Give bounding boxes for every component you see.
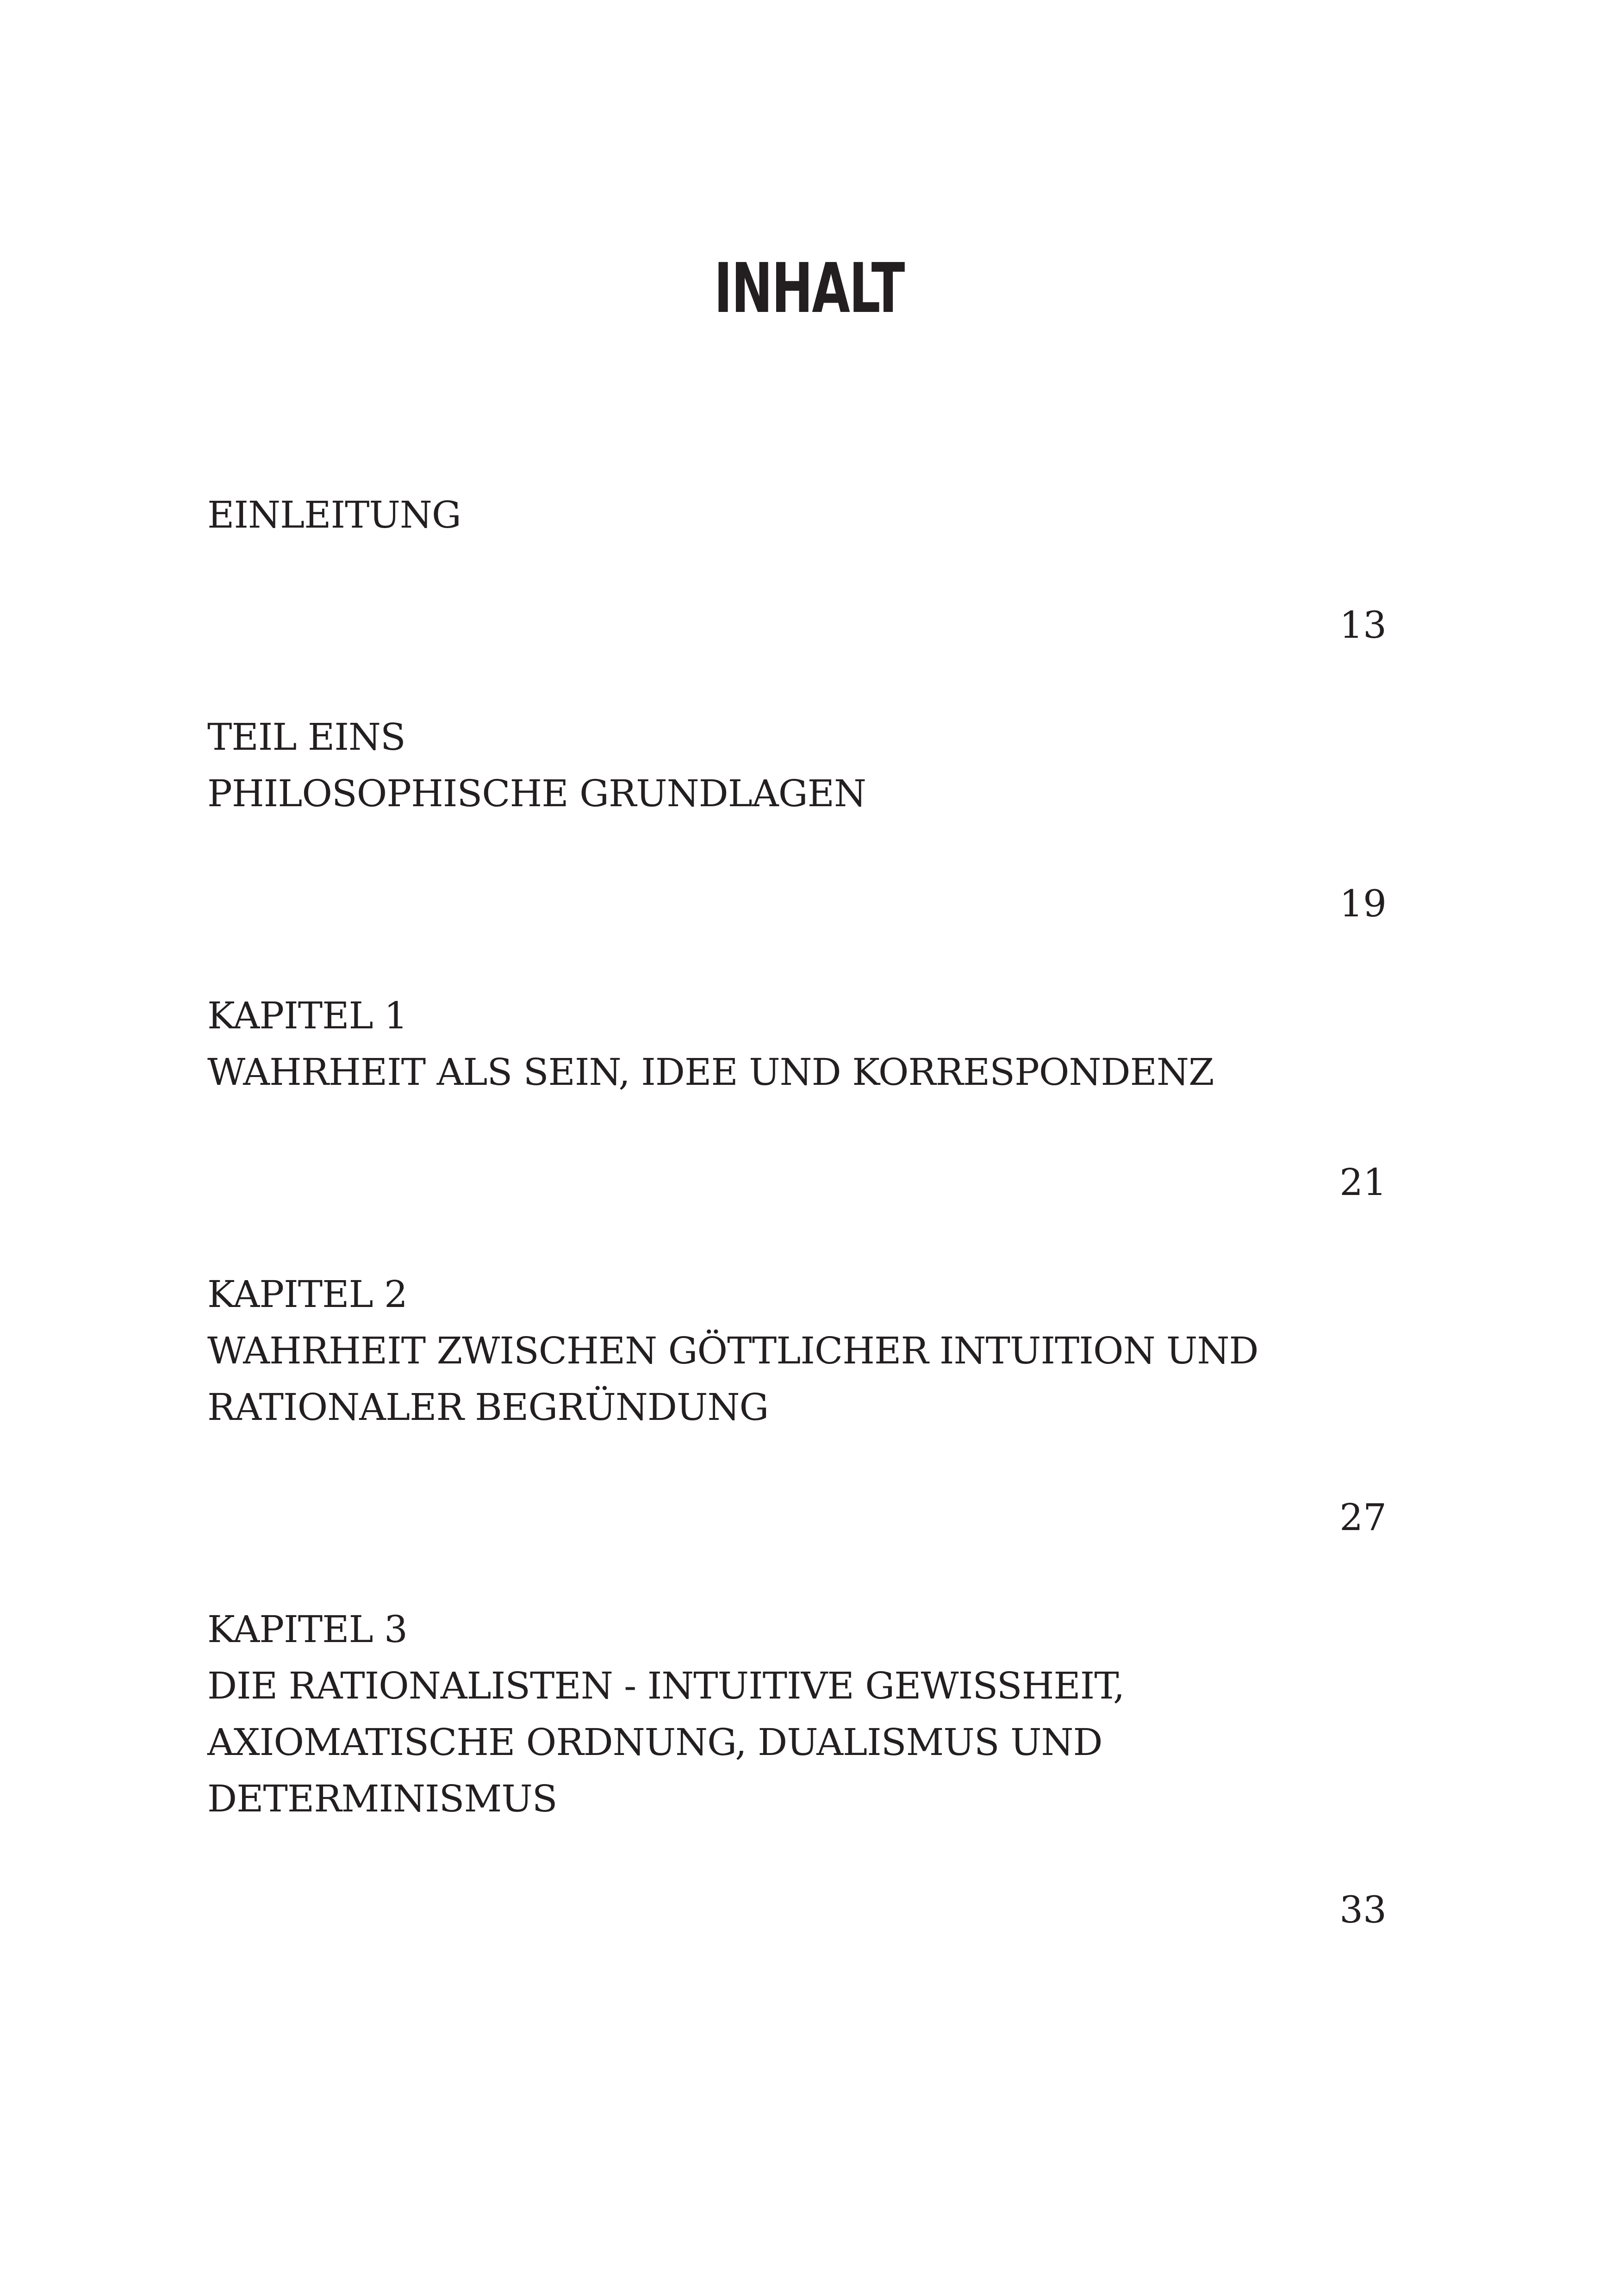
toc-line: AXIOMATISCHE ORDNUNG, DUALISMUS UND: [207, 1721, 1102, 1764]
toc-line: WAHRHEIT ALS SEIN, IDEE UND KORRESPONDENZ: [207, 1051, 1214, 1094]
toc-entry-title: [207, 1266, 1392, 1436]
toc-line: KAPITEL 1: [207, 994, 407, 1037]
toc-page-number: 21: [1339, 1161, 1387, 1204]
toc-line: RATIONALER BEGRÜNDUNG: [207, 1386, 769, 1429]
page-title: INHALT: [714, 249, 904, 328]
toc-line: TEIL EINS: [207, 716, 405, 759]
toc-page-number: 27: [1339, 1496, 1387, 1539]
toc-line: KAPITEL 2: [207, 1273, 407, 1316]
toc-entry-title: [207, 487, 1392, 543]
toc-page-number: 33: [1339, 1888, 1387, 1931]
toc-line: WAHRHEIT ZWISCHEN GÖTTLICHER INTUITION UND: [207, 1329, 1258, 1372]
toc-line: KAPITEL 3: [207, 1608, 407, 1651]
toc-entry-title: [207, 709, 1392, 822]
toc-line: DIE RATIONALISTEN - INTUITIVE GEWISSHEIT,: [207, 1664, 1125, 1707]
toc-line: EINLEITUNG: [207, 493, 461, 536]
toc-entry-title: [207, 988, 1392, 1101]
toc-line: DETERMINISMUS: [207, 1777, 557, 1820]
toc-entry-title: [207, 1601, 1392, 1827]
toc-line: PHILOSOPHISCHE GRUNDLAGEN: [207, 772, 866, 815]
toc-page-number: 19: [1339, 882, 1387, 925]
toc-page-number: 13: [1339, 604, 1387, 647]
